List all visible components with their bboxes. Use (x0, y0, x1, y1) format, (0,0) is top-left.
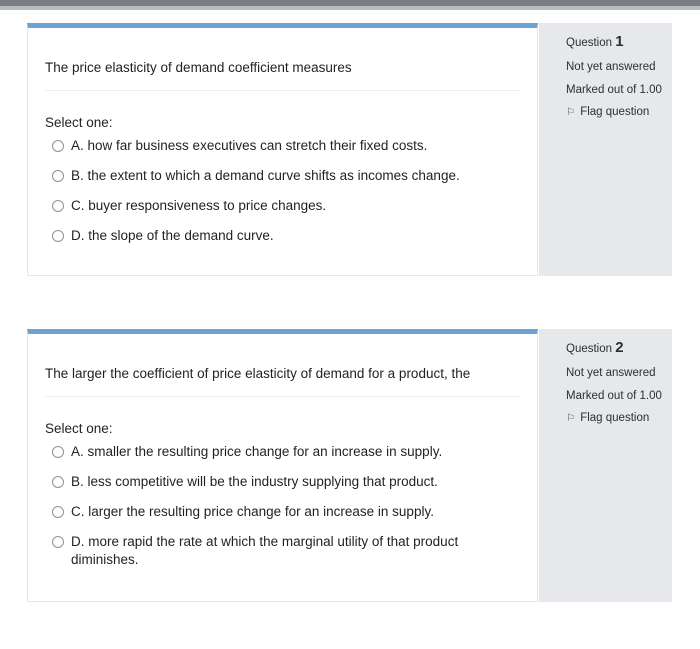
top-edge-band (0, 0, 700, 10)
answer-label: D. the slope of the demand curve. (71, 228, 274, 243)
question-2 (27, 329, 672, 602)
question-text: The larger the coefficient of price elasticity of demand for a product, the (45, 366, 471, 381)
question-grade: Marked out of 1.00 (566, 390, 662, 402)
answer-label: A. smaller the resulting price change for an increase in supply. (71, 444, 443, 459)
flag-icon: ⚐ (566, 107, 575, 118)
answer-label: B. the extent to which a demand curve shifts as incomes change. (71, 168, 460, 183)
answer-label: C. buyer responsiveness to price changes. (71, 198, 327, 213)
divider (45, 396, 520, 397)
question-grade: Marked out of 1.00 (566, 84, 662, 96)
question-text: The price elasticity of demand coefficient measures (45, 60, 352, 75)
flag-icon: ⚐ (566, 413, 575, 424)
question-info-panel (539, 329, 672, 602)
answer-label: B. less competitive will be the industry supplying that product. (71, 474, 438, 489)
answer-option-b[interactable] (52, 167, 517, 185)
answer-option-b[interactable] (52, 473, 517, 491)
radio-button[interactable] (52, 230, 64, 242)
question-state: Not yet answered (566, 61, 656, 73)
question-info-panel (539, 23, 672, 276)
answer-option-d[interactable] (52, 227, 517, 245)
select-prompt: Select one: (45, 421, 113, 436)
radio-button[interactable] (52, 506, 64, 518)
question-content (27, 23, 538, 276)
answer-list (52, 137, 517, 257)
answer-option-a[interactable] (52, 443, 517, 461)
answer-option-a[interactable] (52, 137, 517, 155)
answer-label: D. more rapid the rate at which the marginal utility of that product diminishes. (71, 534, 459, 567)
answer-option-c[interactable] (52, 197, 517, 215)
flag-question-link[interactable]: ⚐ Flag question (566, 412, 650, 424)
question-state: Not yet answered (566, 367, 656, 379)
question-number: Question 1 (566, 33, 624, 50)
radio-button[interactable] (52, 140, 64, 152)
answer-label: A. how far business executives can stretch their fixed costs. (71, 138, 428, 153)
question-number: Question 2 (566, 339, 624, 356)
question-content (27, 329, 538, 602)
answer-option-c[interactable] (52, 503, 517, 521)
radio-button[interactable] (52, 200, 64, 212)
answer-list (52, 443, 517, 581)
divider (45, 90, 520, 91)
answer-option-d[interactable] (52, 533, 517, 569)
flag-question-link[interactable]: ⚐ Flag question (566, 106, 650, 118)
radio-button[interactable] (52, 446, 64, 458)
select-prompt: Select one: (45, 115, 113, 130)
radio-button[interactable] (52, 170, 64, 182)
question-1 (27, 23, 672, 276)
radio-button[interactable] (52, 536, 64, 548)
radio-button[interactable] (52, 476, 64, 488)
answer-label: C. larger the resulting price change for an increase in supply. (71, 504, 434, 519)
